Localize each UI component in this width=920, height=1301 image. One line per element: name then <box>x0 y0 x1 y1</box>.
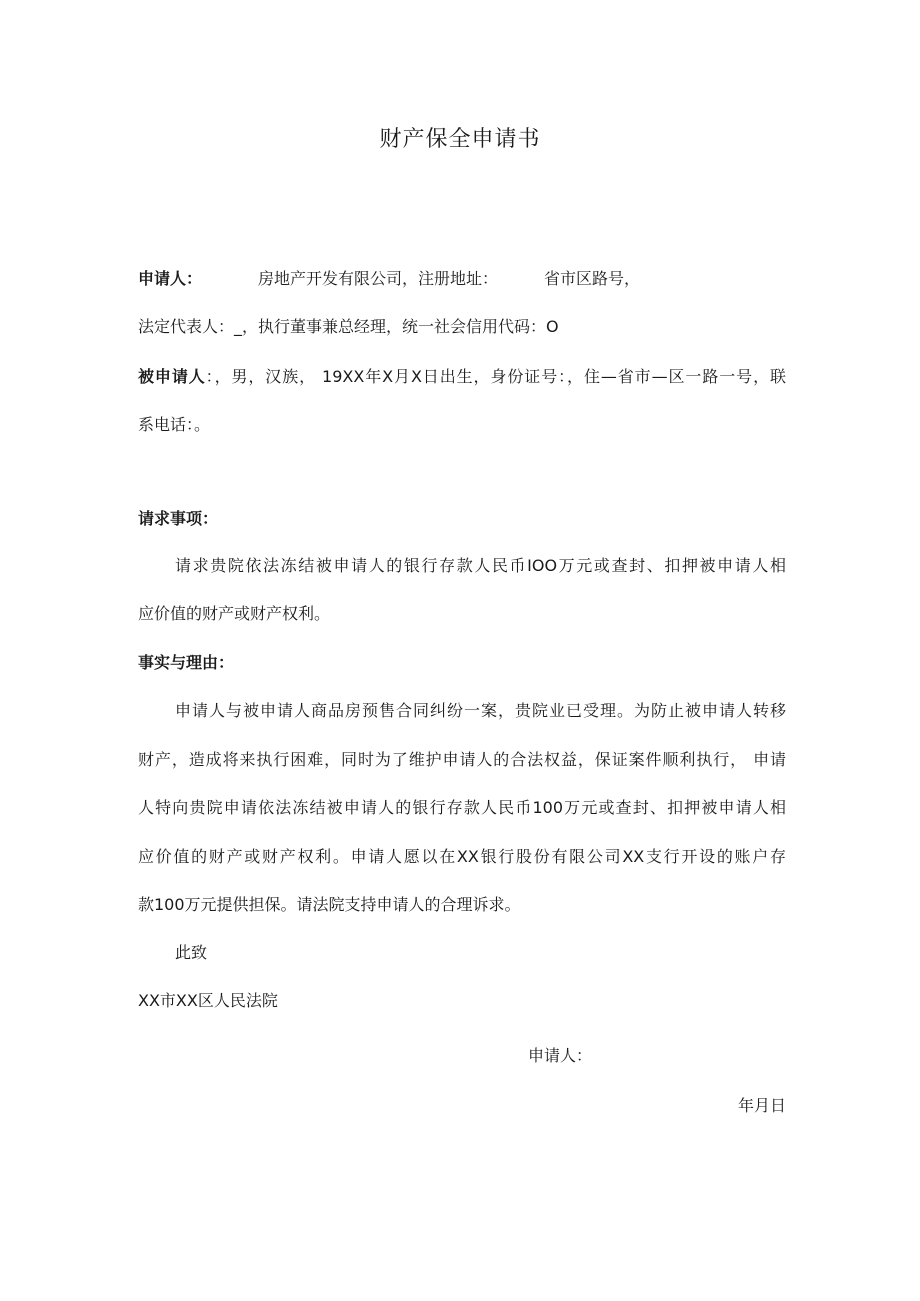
applicant-address: 省市区路号， <box>544 269 641 288</box>
court-name: XX市XX区人民法院 <box>138 991 278 1010</box>
respondent-text: ：，男，汉族， 19XX年X月X日出生，身份证号：，住—省市—区一路一号，联 <box>205 367 786 386</box>
applicant-label: 申请人： <box>138 269 203 288</box>
facts-line-3: 人特向贵院申请依法冻结被申请人的银行存款人民币100万元或查封、扣押被申请人相 <box>138 798 786 817</box>
facts-line-5: 款100万元提供担保。请法院支持申请人的合理诉求。 <box>138 895 521 914</box>
salutation: 此致 <box>175 943 208 962</box>
respondent-label: 被申请人 <box>138 367 206 386</box>
facts-line-1: 申请人与被申请人商品房预售合同纠纷一案，贵院业已受理。为防止被申请人转移 <box>175 701 786 720</box>
signature-label: 申请人： <box>528 1046 593 1065</box>
date-label: 年月日 <box>737 1096 786 1115</box>
legal-representative-line: 法定代表人：_，执行董事兼总经理，统一社会信用代码：O <box>138 317 559 336</box>
respondent-line-1 <box>138 365 786 389</box>
facts-heading: 事实与理由： <box>138 653 235 672</box>
respondent-line-2: 系电话：。 <box>138 415 211 434</box>
facts-line-2: 财产，造成将来执行困难，同时为了维护申请人的合法权益，保证案件顺利执行， 申请 <box>138 750 786 769</box>
request-line-2: 应价值的财产或财产权利。 <box>138 604 331 623</box>
request-heading: 请求事项： <box>138 509 219 528</box>
document-title: 财产保全申请书 <box>379 127 541 152</box>
applicant-line <box>138 267 786 291</box>
applicant-company: 房地产开发有限公司，注册地址： <box>258 269 499 288</box>
facts-line-4: 应价值的财产或财产权利。申请人愿以在XX银行股份有限公司XX支行开设的账户存 <box>138 847 786 866</box>
request-line-1: 请求贵院依法冻结被申请人的银行存款人民币IOO万元或查封、扣押被申请人相 <box>175 556 786 575</box>
